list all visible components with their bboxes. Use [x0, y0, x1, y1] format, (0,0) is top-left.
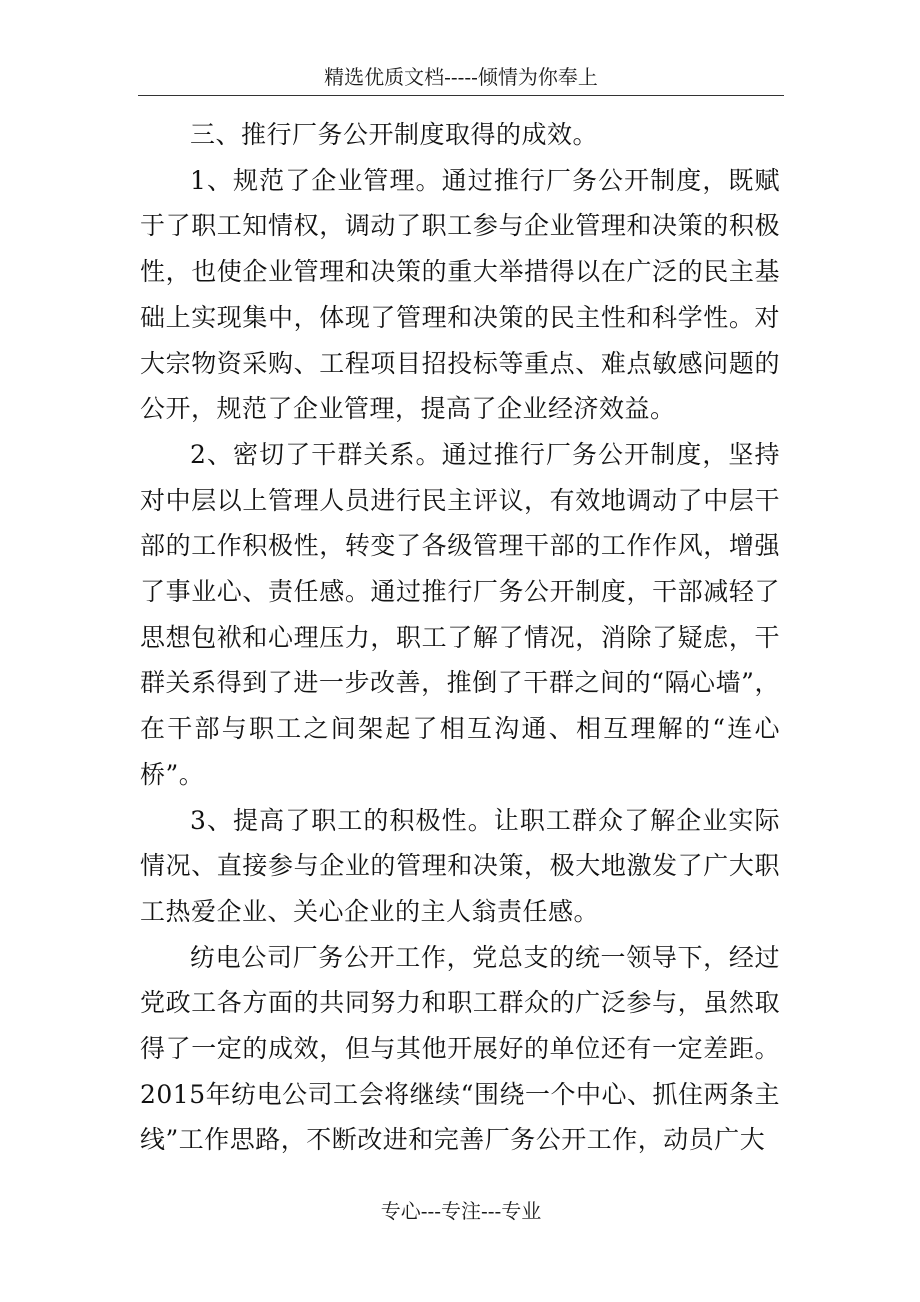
- header-divider: [138, 95, 784, 96]
- page-footer: 专心---专注---专业: [380, 1199, 542, 1223]
- paragraph-cadre-relations: 2、密切了干群关系。通过推行厂务公开制度，坚持对中层以上管理人员进行民主评议，有效地调动了中层干部的工作积极性，转变了各级管理干部的工作作风，增强了事业心、责任感。通过推行厂务公开制度，干部减轻了思想包袱和心理压力，职工了解了情况，消除了疑虑，干群关系得到了进一步改善，推倒了干群之间的“隔心墙”，在干部与职工之间架起了相互沟通、相互理解的“连心桥”。: [140, 439, 780, 789]
- paragraph-worker-enthusiasm: 3、提高了职工的积极性。让职工群众了解企业实际情况、直接参与企业的管理和决策，极大地激发了广大职工热爱企业、关心企业的主人翁责任感。: [140, 805, 780, 926]
- paragraph-summary: 纺电公司厂务公开工作，党总支的统一领导下，经过党政工各方面的共同努力和职工群众的广泛参与，虽然取得了一定的成效，但与其他开展好的单位还有一定差距。2015年纺电公司工会将继续“围绕一个中心、抓住两条主线”工作思路，不断改进和完善厂务公开工作，动员广大: [140, 942, 780, 1155]
- paragraph-standardize-management: 1、规范了企业管理。通过推行厂务公开制度，既赋于了职工知情权，调动了职工参与企业管理和决策的积极性，也使企业管理和决策的重大举措得以在广泛的民主基础上实现集中，体现了管理和决策的民主性和科学性。对大宗物资采购、工程项目招投标等重点、难点敏感问题的公开，规范了企业管理，提高了企业经济效益。: [140, 165, 780, 424]
- section-heading: 三、推行厂务公开制度取得的成效。: [190, 120, 599, 149]
- document-body: [140, 112, 780, 1163]
- page-header: 精选优质文档-----倾情为你奉上: [324, 65, 598, 89]
